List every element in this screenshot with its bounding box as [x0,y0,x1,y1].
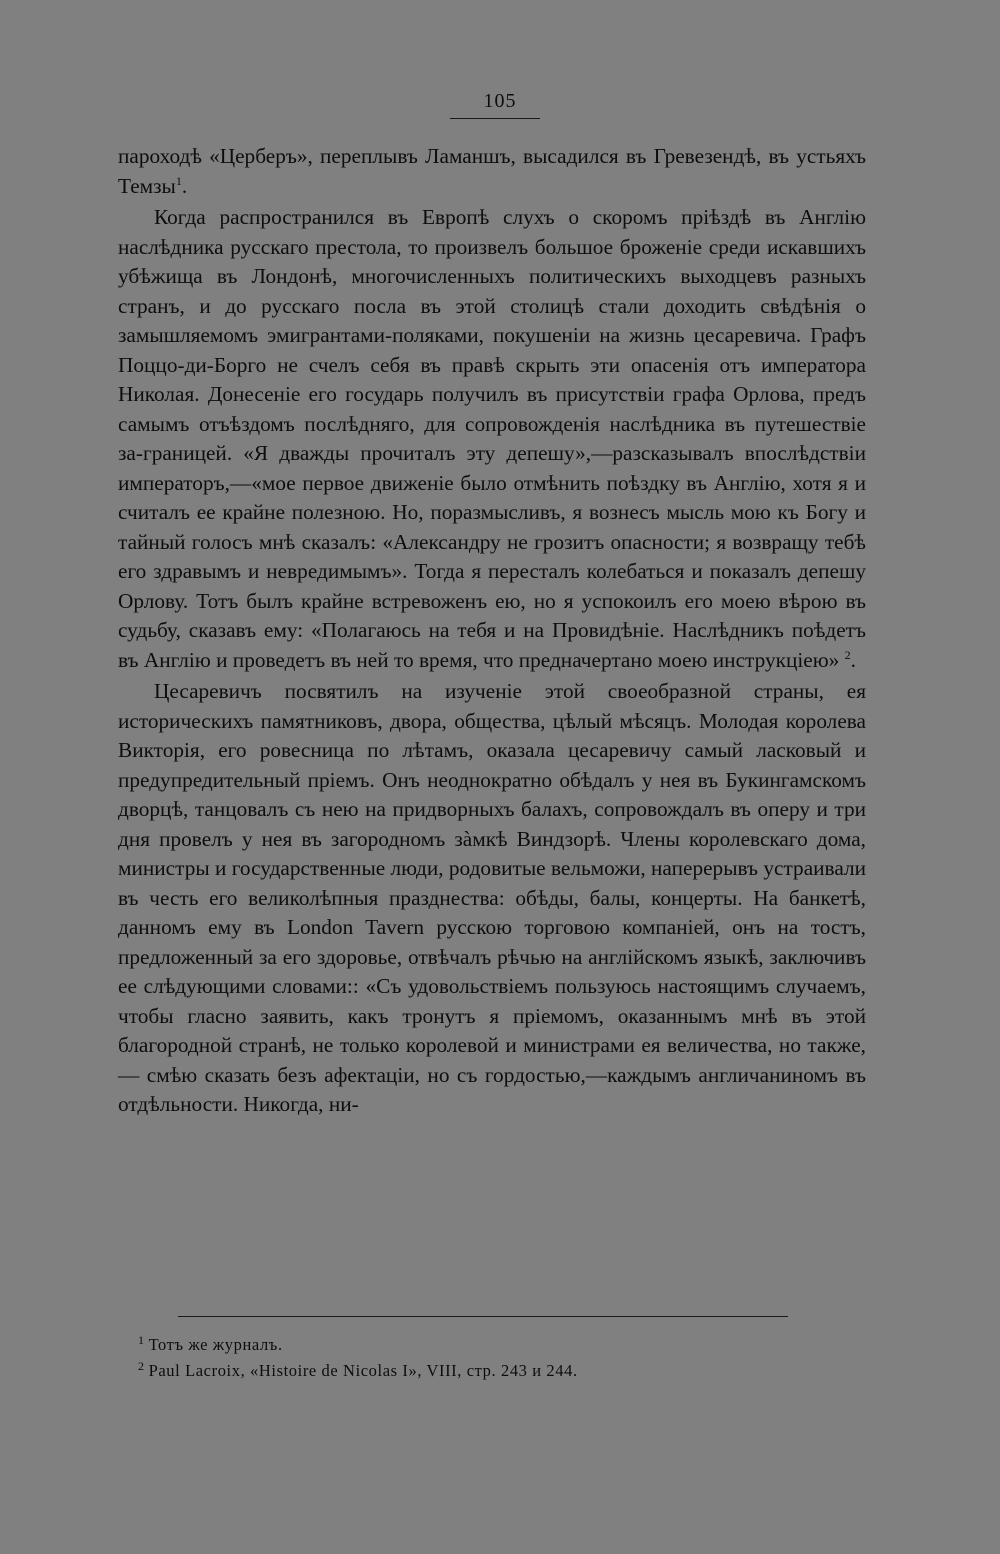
paragraph-2 [118,203,866,675]
paragraph-1 [118,142,866,201]
paragraph-1-end: . [181,173,188,198]
paragraph-1-text: пароходѣ «Церберъ», переплывъ Ламаншъ, высадился въ Гревезендѣ, въ устьяхъ Темзы [118,144,866,198]
footnote-2-number: 2 [138,1358,145,1373]
body-text [118,142,866,1120]
footnote-2-text: Paul Lacroix, «Histoire de Nicolas I», VIII, стр. 243 и 244. [148,1361,578,1380]
paragraph-3 [118,677,866,1120]
paragraph-2-text: Когда распространился въ Европѣ слухъ о скоромъ пріѣздѣ въ Англію наслѣдника русскаго престола, то произвелъ большое броженіе среди искавшихъ убѣжища въ Лондонѣ, многочисленныхъ политическихъ выходцевъ разныхъ странъ, и до русскаго посла въ этой столицѣ стали доходить свѣдѣнія о замышляемомъ эмигрантами-поляками, покушеніи на жизнь цесаревича. Графъ Поццо-ди-Борго не счелъ себя въ правѣ скрыть эти опасенія отъ императора Николая. Донесеніе его государь получилъ въ присутствіи графа Орлова, предъ самымъ отъѣздомъ послѣдняго, для сопровожденія наслѣдника въ путешествіе за-границей. «Я дважды прочиталъ эту депешу»,—разсказывалъ впослѣдствіи императоръ,—«мое первое движеніе было отмѣнить поѣздку въ Англію, хотя я и считалъ ее крайне полезною. Но, поразмысливъ, я вознесъ мысль мою къ Богу и тайный голосъ мнѣ сказалъ: «Александру не грозитъ опасности; я возвращу тебѣ его здравымъ и невредимымъ». Тогда я пересталъ колебаться и показалъ депешу Орлову. Тотъ былъ крайне встревоженъ ею, но я успокоилъ его моею вѣрою въ судьбу, сказавъ ему: «Полагаюсь на тебя и на Провидѣніе. Наслѣдникъ поѣдетъ въ Англію и проведетъ въ ней то время, что предначертано моею инструкціею» [118,205,866,672]
footnotes [138,1332,858,1384]
page-number-rule [450,118,540,119]
footnote-2 [138,1358,858,1384]
footnote-1 [138,1332,858,1358]
footnote-1-number: 1 [138,1332,145,1347]
footnote-marker-2[interactable]: 2 [844,647,851,662]
footnote-1-text: Тотъ же журналъ. [148,1335,283,1354]
paragraph-3-text: Цесаревичъ посвятилъ на изученіе этой своеобразной страны, ея историческихъ памятниковъ, двора, общества, цѣлый мѣсяцъ. Молодая королева Викторія, его ровесница по лѣтамъ, оказала цесаревичу самый ласковый и предупредительный пріемъ. Онъ неоднократно обѣдалъ у нея въ Букингамскомъ дворцѣ, танцовалъ съ нею на придворныхъ балахъ, сопровождалъ въ оперу и три дня провелъ у нея въ загородномъ зàмкѣ Виндзорѣ. Члены королевскаго дома, министры и государственные люди, родовитые вельможи, наперерывъ устраивали въ честь его великолѣпныя празднества: обѣды, балы, концерты. На банкетѣ, данномъ ему въ London Tavern русскою торговою компаніей, онъ на тостъ, предложенный за его здоровье, отвѣчалъ рѣчью на англійскомъ языкѣ, заключивъ ее слѣдующими словами:: «Съ удовольствіемъ пользуюсь настоящимъ случаемъ, чтобы гласно заявить, какъ тронутъ я пріемомъ, оказаннымъ мнѣ въ этой благородной странѣ, не только королевой и министрами ея величества, но также, — смѣю сказать безъ афектаціи, но съ гордостью,—каждымъ англичаниномъ въ отдѣльности. Никогда, ни- [118,679,866,1116]
footnote-rule [178,1316,788,1317]
page-number: 105 [483,90,517,112]
paragraph-2-end: . [850,647,856,672]
footnote-marker-1[interactable]: 1 [175,173,182,188]
